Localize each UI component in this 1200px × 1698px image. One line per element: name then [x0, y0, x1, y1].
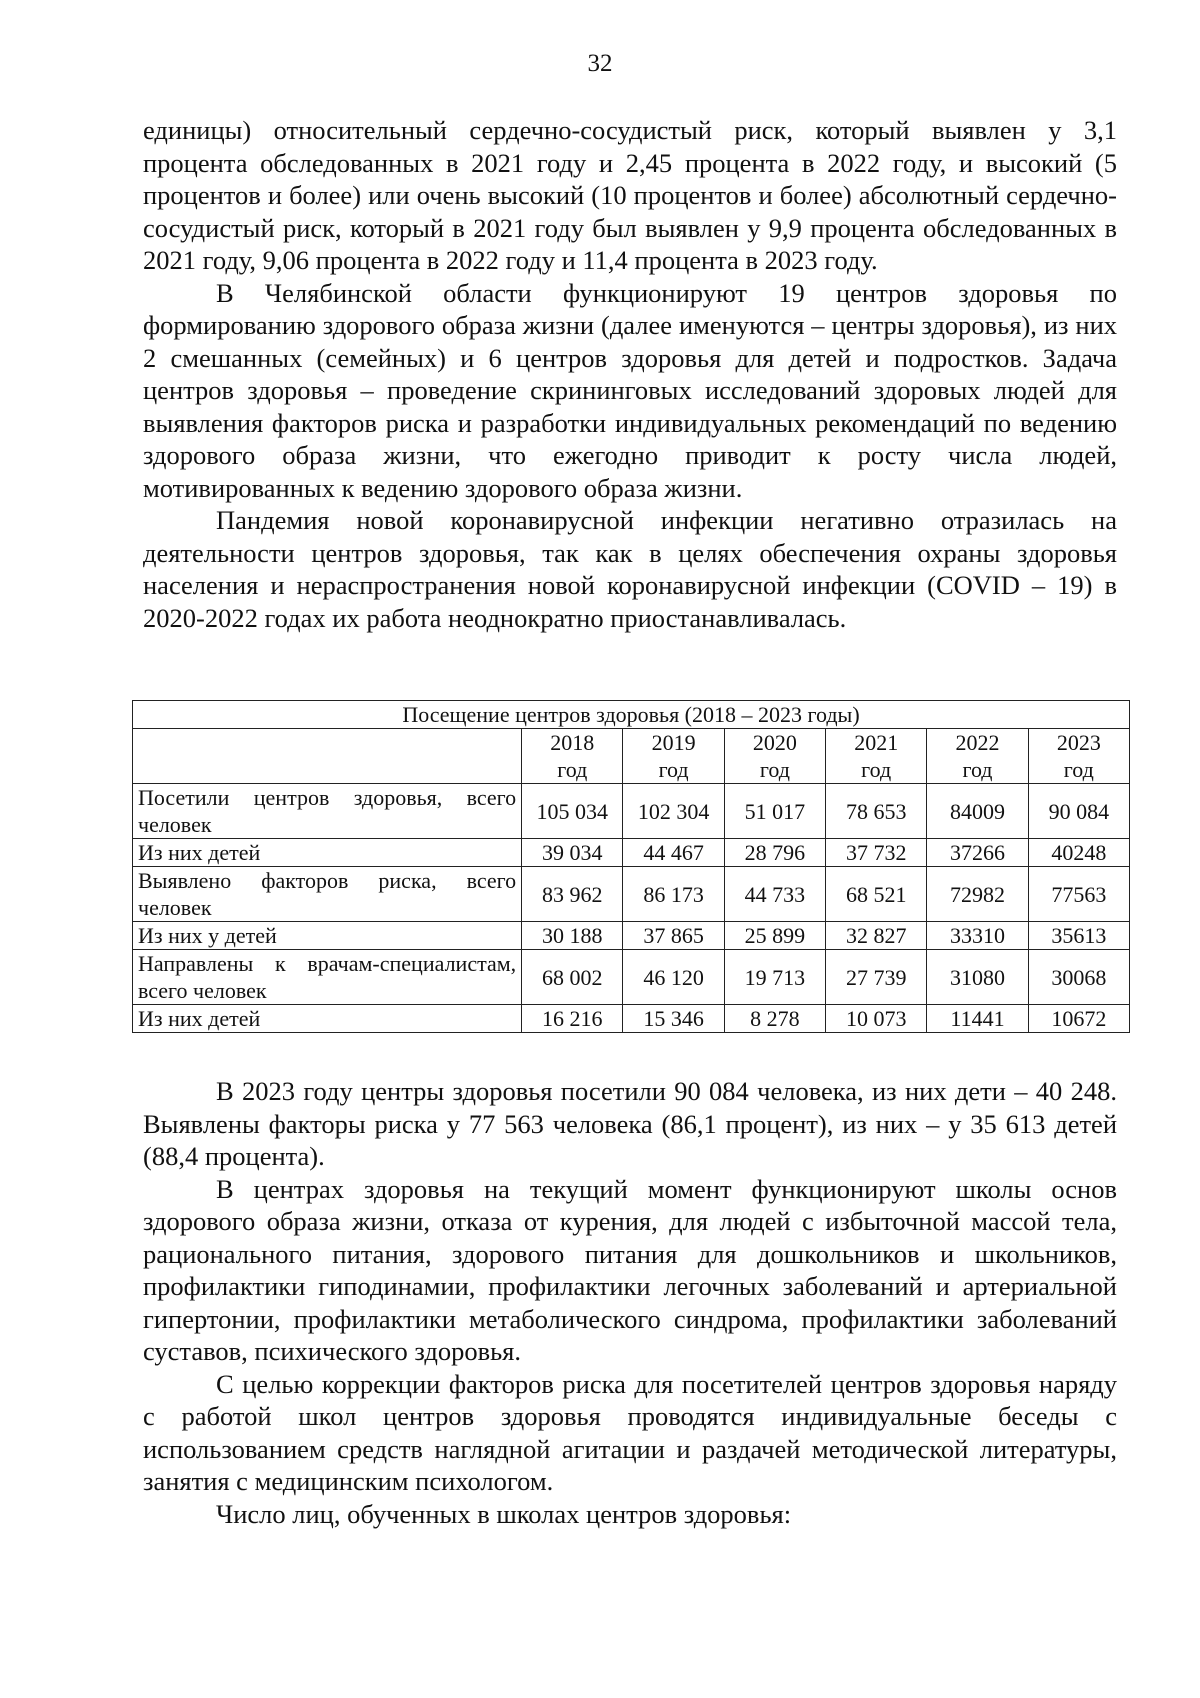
table-cell: 31080	[927, 950, 1028, 1005]
body-text-bottom	[143, 1075, 1117, 1530]
table-cell: 16 216	[522, 1005, 623, 1033]
year-value: 2021	[854, 730, 899, 755]
header-empty-cell	[133, 729, 522, 784]
table-cell: 83 962	[522, 867, 623, 922]
health-centers-visits-table	[132, 700, 1130, 1033]
body-text-top	[143, 114, 1117, 634]
table-row	[133, 1005, 1130, 1033]
table-cell: 28 796	[724, 839, 825, 867]
table-cell: 68 521	[826, 867, 927, 922]
table-cell: 78 653	[826, 784, 927, 839]
table-cell: 77563	[1028, 867, 1129, 922]
table-cell: 15 346	[623, 1005, 724, 1033]
row-label: Из них у детей	[133, 922, 522, 950]
year-header	[623, 729, 724, 784]
table-row	[133, 867, 1130, 922]
year-value: 2018	[550, 730, 595, 755]
paragraph: В Челябинской области функционируют 19 центров здоровья по формированию здорового образа жизни (далее именуются – центры здоровья), из них 2 смешанных (семейных) и 6 центров здоровья для детей и подростков. Задача центров здоровья – проведение скрининговых исследований здоровых людей для выявления факторов риска и разработки индивидуальных рекомендаций по ведению здорового образа жизни, что ежегодно приводит к росту числа людей, мотивированных к ведению здорового образа жизни.	[143, 277, 1117, 503]
paragraph: Число лиц, обученных в школах центров здоровья:	[216, 1498, 792, 1529]
table-cell: 39 034	[522, 839, 623, 867]
year-header	[927, 729, 1028, 784]
row-label: Посетили центров здоровья, всего человек	[133, 784, 522, 839]
table-cell: 37 732	[826, 839, 927, 867]
year-word: год	[759, 757, 790, 782]
paragraph: В центрах здоровья на текущий момент функционируют школы основ здорового образа жизни, отказа от курения, для людей с избыточной массой тела, рационального питания, здорового питания для дошкольников и школьников, профилактики гиподинамии, профилактики легочных заболеваний и артериальной гипертонии, профилактики метаболического синдрома, профилактики заболеваний суставов, психического здоровья.	[143, 1173, 1117, 1366]
year-header	[1028, 729, 1129, 784]
table-cell: 84009	[927, 784, 1028, 839]
table-cell: 51 017	[724, 784, 825, 839]
row-label: Из них детей	[133, 839, 522, 867]
table-cell: 32 827	[826, 922, 927, 950]
table-cell: 11441	[927, 1005, 1028, 1033]
table-cell: 102 304	[623, 784, 724, 839]
table-cell: 8 278	[724, 1005, 825, 1033]
table-caption: Посещение центров здоровья (2018 – 2023 годы)	[133, 701, 1130, 729]
table-cell: 27 739	[826, 950, 927, 1005]
year-value: 2022	[955, 730, 1000, 755]
table-caption-row	[133, 701, 1130, 729]
table-cell: 86 173	[623, 867, 724, 922]
table-row	[133, 922, 1130, 950]
year-word: год	[557, 757, 588, 782]
table-header-row	[133, 729, 1130, 784]
table-cell: 35613	[1028, 922, 1129, 950]
year-value: 2023	[1056, 730, 1101, 755]
row-label: Направлены к врачам-специалистам, всего человек	[133, 950, 522, 1005]
table-cell: 44 733	[724, 867, 825, 922]
table-cell: 33310	[927, 922, 1028, 950]
row-label: Выявлено факторов риска, всего человек	[133, 867, 522, 922]
table-cell: 10 073	[826, 1005, 927, 1033]
year-header	[522, 729, 623, 784]
year-word: год	[658, 757, 689, 782]
table-row	[133, 839, 1130, 867]
table-cell: 10672	[1028, 1005, 1129, 1033]
year-word: год	[962, 757, 993, 782]
paragraph: В 2023 году центры здоровья посетили 90 084 человека, из них дети – 40 248. Выявлены факторы риска у 77 563 человека (86,1 процент), из них – у 35 613 детей (88,4 процента).	[143, 1076, 1117, 1171]
year-value: 2020	[752, 730, 797, 755]
table-row	[133, 784, 1130, 839]
table-cell: 19 713	[724, 950, 825, 1005]
table-cell: 90 084	[1028, 784, 1129, 839]
table-cell: 72982	[927, 867, 1028, 922]
paragraph: С целью коррекции факторов риска для посетителей центров здоровья наряду с работой школ центров здоровья проводятся индивидуальные беседы с использованием средств наглядной агитации и раздачей методической литературы, занятия с медицинским психологом.	[143, 1368, 1117, 1496]
year-header	[826, 729, 927, 784]
table-cell: 30 188	[522, 922, 623, 950]
table-cell: 68 002	[522, 950, 623, 1005]
page-number: 32	[587, 50, 613, 77]
paragraph: Пандемия новой коронавирусной инфекции негативно отразилась на деятельности центров здоровья, так как в целях обеспечения охраны здоровья населения и нераспространения новой коронавирусной инфекции (COVID – 19) в 2020-2022 годах их работа неоднократно приостанавливалась.	[143, 505, 1117, 633]
table-cell: 25 899	[724, 922, 825, 950]
table-cell: 37 865	[623, 922, 724, 950]
table-row	[133, 950, 1130, 1005]
table-cell: 105 034	[522, 784, 623, 839]
table-cell: 37266	[927, 839, 1028, 867]
year-header	[724, 729, 825, 784]
table-cell: 40248	[1028, 839, 1129, 867]
table-cell: 30068	[1028, 950, 1129, 1005]
year-word: год	[1063, 757, 1094, 782]
row-label: Из них детей	[133, 1005, 522, 1033]
year-word: год	[861, 757, 892, 782]
table-cell: 44 467	[623, 839, 724, 867]
paragraph: единицы) относительный сердечно-сосудистый риск, который выявлен у 3,1 процента обследованных в 2021 году и 2,45 процента в 2022 году, и высокий (5 процентов и более) или очень высокий (10 процентов и более) абсолютный сердечно-сосудистый риск, который в 2021 году был выявлен у 9,9 процента обследованных в 2021 году, 9,06 процента в 2022 году и 11,4 процента в 2023 году.	[143, 115, 1117, 275]
table-cell: 46 120	[623, 950, 724, 1005]
year-value: 2019	[651, 730, 696, 755]
